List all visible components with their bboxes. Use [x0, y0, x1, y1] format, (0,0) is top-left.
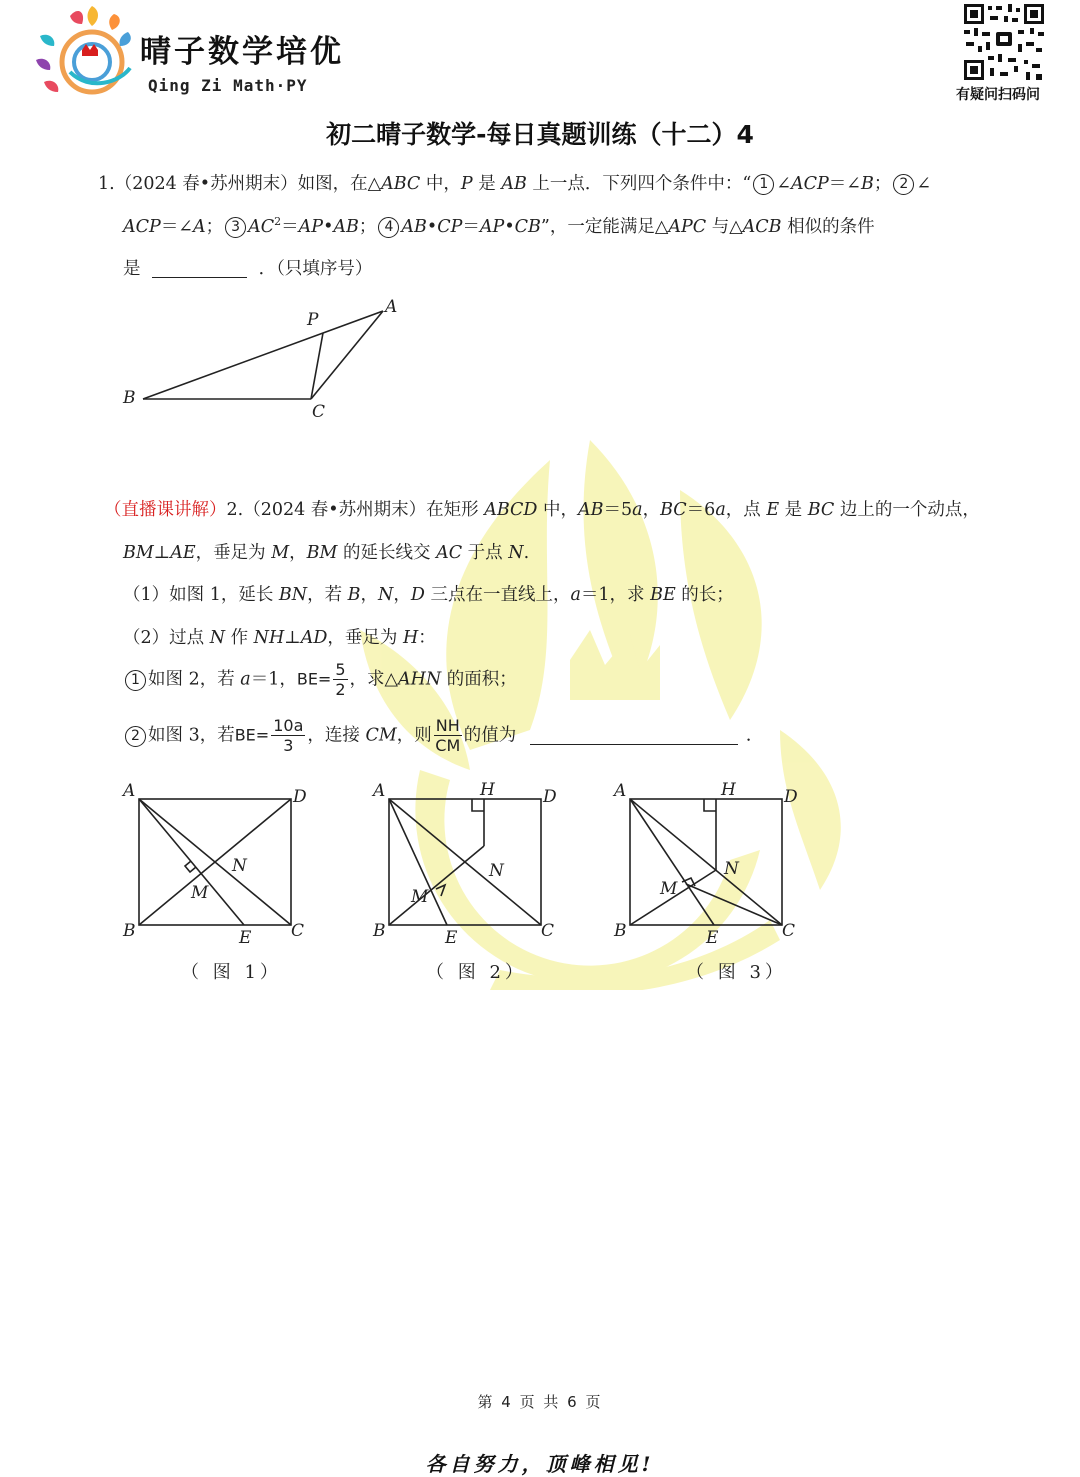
text: .: [523, 543, 530, 563]
label-c: C: [312, 402, 326, 422]
math-bc: BC: [660, 500, 687, 520]
dot: •: [426, 217, 438, 237]
math-acp: ACP: [123, 217, 161, 237]
text: 三点在一直线上，: [424, 585, 571, 605]
text: ，垂足为: [327, 628, 403, 648]
text: 边上的一个动点，: [834, 500, 980, 520]
math-n: N: [378, 585, 394, 605]
q2-part-2: [123, 624, 436, 649]
text: （2）过点: [123, 628, 210, 648]
math-bm: BM: [306, 543, 338, 563]
math-a: a: [240, 669, 251, 690]
text: ∠: [916, 174, 932, 194]
fraction-5-over-2: [333, 662, 347, 698]
denominator: 2: [335, 680, 346, 699]
text: （1）如图 1，延长: [123, 585, 279, 605]
math-d: D: [410, 585, 425, 605]
text: ，点: [725, 500, 767, 520]
math-b: B: [860, 174, 874, 194]
math-angle-acp: ∠ACP: [776, 174, 829, 194]
math-ab: AB: [501, 174, 527, 194]
numerator: 10a: [273, 716, 304, 735]
label-p: P: [307, 310, 319, 330]
label-b: B: [123, 921, 136, 941]
math-ab: AB: [578, 500, 604, 520]
q1-line-3: [123, 255, 372, 280]
label-e: E: [239, 928, 252, 948]
math-n: N: [209, 628, 226, 648]
circled-number-1: 1: [125, 670, 146, 691]
q2-part-1: （1）如图 1，延长 BN，若 B，N，D 三点在一直线上，a＝1，求 BE 的长；: [123, 585, 734, 605]
text: ”，一定能满足△: [540, 217, 669, 237]
label-m: M: [191, 883, 209, 903]
q1-line-2: [123, 213, 875, 238]
text: ＝5: [603, 500, 633, 520]
brand-name-cn: 晴子数学培优: [140, 34, 344, 70]
label-e: E: [445, 928, 458, 948]
text: ＝6: [686, 500, 716, 520]
text: ；: [873, 174, 892, 194]
math-a: A: [192, 217, 206, 237]
math-cb: CB: [514, 217, 541, 237]
text: ；: [358, 217, 377, 237]
math-ahn: AHN: [398, 669, 442, 690]
q2-line-2: [123, 539, 529, 564]
text: 如图 2，若: [148, 669, 241, 690]
math-abc: ABC: [381, 174, 421, 194]
math-bc: BC: [807, 500, 835, 520]
text: 是: [779, 500, 808, 520]
brand-name-en: Qing Zi Math·PY: [148, 76, 308, 95]
label-n: N: [232, 856, 247, 876]
text: ：: [418, 628, 436, 648]
label-d: D: [293, 787, 307, 807]
dot: •: [504, 217, 515, 237]
circled-number-1: 1: [753, 174, 774, 195]
math-abcd: ABCD: [484, 500, 538, 520]
text: 于点: [462, 543, 509, 563]
brand-logo-icon: [30, 2, 140, 102]
figure-3: [606, 778, 811, 948]
math-be: BE=: [296, 669, 332, 689]
text: ，: [642, 500, 661, 520]
label-a: A: [614, 781, 627, 801]
math-ad: AD: [300, 628, 328, 648]
label-c: C: [782, 921, 796, 941]
circled-number-2: 2: [893, 174, 914, 195]
text: ⊥: [153, 543, 171, 563]
label-b: B: [373, 921, 386, 941]
text: ．（只填序号）: [258, 259, 373, 279]
text: 的延长线交: [337, 543, 437, 563]
text: ＝: [462, 217, 480, 237]
superscript: 2: [274, 215, 282, 229]
text: ＝1，求: [580, 585, 651, 605]
text: 是: [123, 259, 141, 279]
q1-source: （2024 春•苏州期末）如图，在△: [114, 174, 382, 194]
label-a: A: [385, 297, 398, 317]
circled-number-3: 3: [225, 217, 246, 238]
math-h: H: [402, 628, 419, 648]
text: ，: [289, 543, 307, 563]
figure-2-caption: （ 图 2）: [426, 962, 527, 983]
label-b: B: [123, 388, 136, 408]
label-m: M: [660, 879, 678, 899]
label-c: C: [291, 921, 305, 941]
math-ap: AP: [298, 217, 324, 237]
label-m: M: [411, 887, 429, 907]
page-title: 初二晴子数学-每日真题训练（十二）4: [326, 120, 754, 149]
label-a: A: [373, 781, 386, 801]
math-ae: AE: [170, 543, 196, 563]
text: 的面积；: [441, 669, 517, 690]
text: ＝∠: [160, 217, 193, 237]
q2-number: 2.: [226, 500, 244, 520]
q1-number: 1.: [98, 174, 115, 194]
label-n: N: [724, 859, 739, 879]
figure-1-caption: （ 图 1）: [181, 962, 282, 983]
text: 上一点．下列四个条件中：“: [526, 174, 752, 194]
numerator: 5: [335, 660, 346, 679]
math-be: BE=: [234, 725, 270, 745]
text: 的长；: [675, 585, 734, 605]
figure-3-caption: （ 图 3）: [686, 962, 787, 983]
circled-number-2: 2: [125, 726, 146, 747]
q2-part-2-sub-2: [123, 718, 763, 754]
figure-1: [115, 778, 320, 948]
text: 相似的条件: [781, 217, 875, 237]
math-ap: AP: [479, 217, 505, 237]
text: ＝: [281, 217, 299, 237]
label-h: H: [480, 780, 495, 800]
label-d: D: [543, 787, 557, 807]
text: ，垂足为: [195, 543, 272, 563]
denominator: 3: [283, 736, 294, 755]
math-cm: CM: [365, 725, 397, 746]
label-b: B: [614, 921, 627, 941]
label-n: N: [489, 861, 504, 881]
math-e: E: [766, 500, 780, 520]
numerator: NH: [435, 716, 460, 735]
math-a: a: [715, 500, 726, 520]
text: ，则: [396, 725, 432, 746]
label-d: D: [784, 787, 798, 807]
text: ．: [745, 725, 764, 746]
label-a: A: [123, 781, 136, 801]
q2-source: （2024 春•苏州期末）在矩形: [243, 500, 485, 520]
text: 与△: [706, 217, 743, 237]
text: 作: [225, 628, 254, 648]
text: 是: [472, 174, 502, 194]
label-c: C: [541, 921, 555, 941]
math-ab: AB: [401, 217, 427, 237]
math-apc: APC: [668, 217, 707, 237]
math-acb: ACB: [742, 217, 782, 237]
math-ab: AB: [333, 217, 359, 237]
text: 中，: [537, 500, 579, 520]
fraction-10a-over-3: [271, 718, 305, 754]
math-ac: AC: [248, 217, 275, 237]
text: ，连接: [307, 725, 366, 746]
math-bm: BM: [123, 543, 154, 563]
text: ，求△: [349, 669, 398, 690]
q1-triangle-figure: [115, 295, 415, 425]
page-number: 第 4 页 共 6 页: [477, 1393, 603, 1411]
text: ＝∠: [828, 174, 861, 194]
denominator: CM: [435, 736, 461, 755]
math-nh: NH: [253, 628, 285, 648]
answer-blank[interactable]: [530, 726, 738, 745]
figure-2: [365, 778, 570, 948]
label-e: E: [706, 928, 719, 948]
math-b: B: [347, 585, 361, 605]
label-h: H: [721, 780, 736, 800]
text: ，若: [307, 585, 348, 605]
qr-code-icon[interactable]: [962, 2, 1046, 82]
dot: •: [323, 217, 334, 237]
text: ；: [205, 217, 224, 237]
math-bn: BN: [278, 585, 308, 605]
text: ＝1，: [250, 669, 297, 690]
live-lesson-tag: （直播课讲解）: [104, 500, 227, 520]
math-a: a: [570, 585, 581, 605]
math-ac: AC: [436, 543, 463, 563]
math-m: M: [271, 543, 290, 563]
math-be: BE: [650, 585, 676, 605]
q1-line-1: [98, 170, 931, 195]
text: 的值为: [463, 725, 517, 746]
qr-caption: 有疑问扫码问: [956, 87, 1040, 103]
footer-motto: 各自努力，顶峰相见!: [425, 1452, 655, 1476]
math-a: a: [632, 500, 643, 520]
text: ⊥: [284, 628, 301, 648]
math-n: N: [508, 543, 524, 563]
text: 中，: [420, 174, 461, 194]
q2-line-1: [104, 496, 980, 521]
circled-number-4: 4: [378, 217, 399, 238]
math-cp: CP: [437, 217, 463, 237]
text: 如图 3，若: [148, 725, 235, 746]
math-p: P: [460, 174, 473, 194]
answer-blank[interactable]: [152, 259, 247, 278]
fraction-nh-over-cm: [434, 718, 462, 754]
q2-part-2-sub-1: [123, 662, 517, 698]
